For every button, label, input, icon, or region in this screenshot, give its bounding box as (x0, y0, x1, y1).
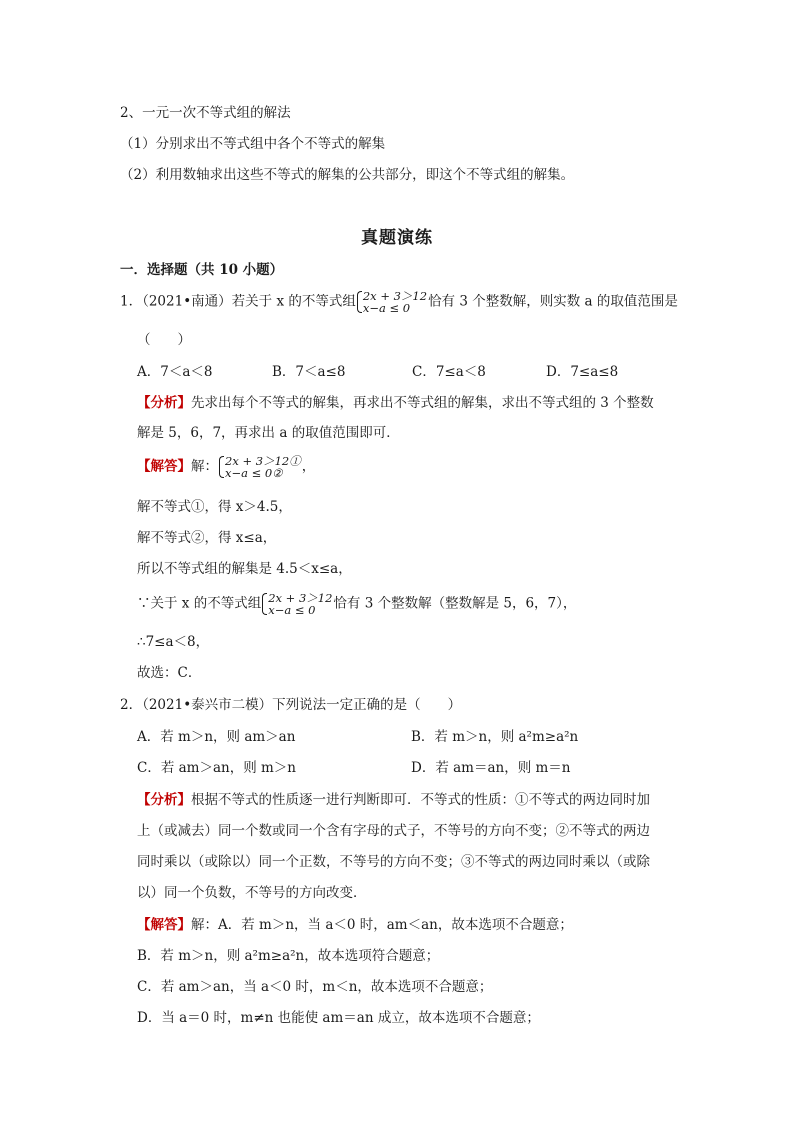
q2-solution-2: B．若 m＞n，则 a²m≥a²n，故本选项符合题意； (137, 948, 440, 964)
q1-solution-4 (137, 592, 576, 616)
q2-solution-4: D．当 a＝0 时，m≠n 也能使 am＝an 成立，故本选项不合题意； (137, 1010, 540, 1026)
q1-ans-sys-line-1: 2x + 3＞12① (225, 454, 301, 468)
q1-solution-6: 故选：C． (137, 665, 202, 681)
method-step-2: （2）利用数轴求出这些不等式的解集的公共部分，即这个不等式组的解集。 (120, 167, 575, 183)
q2-option-c: C．若 am＞an，则 m＞n (137, 760, 297, 776)
q1-sol-sys-line-1: 2x + 3＞12 (268, 591, 333, 605)
q1-analysis-text-1: 先求出每个不等式的解集，再求出不等式组的解集，求出不等式组的 3 个整数 (191, 395, 654, 411)
q1-solution-system (262, 592, 332, 616)
q1-ans-sys-line-2: x−a ≤ 0② (225, 466, 283, 480)
q1-option-a: A．7＜a＜8 (137, 364, 213, 380)
q1-answer-prefix: 解： (191, 458, 218, 475)
q1-option-b: B．7＜a≤8 (272, 364, 346, 380)
q2-option-d: D．若 am＝an，则 m＝n (411, 760, 571, 776)
q1-stem-suffix: 恰有 3 个整数解，则实数 a 的取值范围是 (428, 293, 678, 310)
q1-solution-1: 解不等式①，得 x＞4.5， (137, 499, 292, 515)
q2-solution-3: C．若 am＞an，当 a＜0 时，m＜n，故本选项不合题意； (137, 979, 493, 995)
q1-sys-line-2: x−a ≤ 0 (362, 301, 411, 315)
q2-option-a: A．若 m＞n，则 am＞an (137, 729, 296, 745)
q1-option-d: D．7≤a≤8 (546, 364, 619, 380)
q1-answer-line (137, 455, 315, 479)
section-title: 真题演练 (361, 228, 433, 248)
q2-analysis-text-1: 根据不等式的性质逐一进行判断即可．不等式的性质：①不等式的两边同时加 (191, 792, 650, 808)
q2-analysis-line-4: 以）同一个负数，不等号的方向改变． (137, 885, 367, 901)
q2-solution-1: 解：A．若 m＞n，当 a＜0 时，am＜an，故本选项不合题意； (191, 917, 573, 933)
q1-solution-5: ∴7≤a＜8， (137, 634, 210, 650)
q2-analysis-line-2: 上（或减去）同一个数或同一个含有字母的式子，不等号的方向不变；②不等式的两边 (137, 823, 650, 839)
q1-solution-4-suffix: 恰有 3 个整数解（整数解是 5，6，7）， (333, 595, 577, 612)
q2-stem: 2．（2021•泰兴市二模）下列说法一定正确的是（ ） (120, 697, 462, 713)
q2-answer-tag: 【解答】 (137, 917, 191, 933)
q1-answer-tag: 【解答】 (137, 458, 191, 475)
q1-analysis-tag: 【分析】 (137, 395, 191, 411)
method-step-1: （1）分别求出不等式组中各个不等式的解集 (120, 136, 386, 152)
q1-answer-system (219, 455, 301, 479)
q1-answer-comma: ， (301, 458, 316, 475)
method-heading: 2、一元一次不等式组的解法 (120, 105, 291, 121)
q1-solution-2: 解不等式②，得 x≤a， (137, 530, 277, 546)
q1-stem-prefix: 1．（2021•南通）若关于 x 的不等式组 (120, 293, 356, 310)
q1-solution-3: 所以不等式组的解集是 4.5＜x≤a， (137, 561, 352, 577)
part-title: 一．选择题（共 10 小题） (120, 262, 284, 278)
q2-analysis-line-1 (137, 790, 650, 810)
q1-sol-sys-line-2: x−a ≤ 0 (268, 603, 316, 617)
q2-analysis-line-3: 同时乘以（或除以）同一个正数，不等号的方向不变；③不等式的两边同时乘以（或除 (137, 854, 650, 870)
q1-sys-line-1: 2x + 3＞12 (362, 289, 428, 303)
q2-analysis-tag: 【分析】 (137, 792, 191, 808)
q1-option-c: C．7≤a＜8 (412, 364, 486, 380)
q1-solution-4-prefix: ∵关于 x 的不等式组 (137, 595, 262, 612)
q1-inequality-system (357, 290, 427, 314)
q1-stem (120, 290, 678, 314)
q1-blank: （ ） (137, 332, 191, 348)
q1-analysis-line-1 (137, 393, 654, 413)
q1-analysis-line-2: 解是 5，6，7，再求出 a 的取值范围即可． (137, 425, 400, 441)
q2-option-b: B．若 m＞n，则 a²m≥a²n (411, 729, 579, 745)
q2-answer-line-1 (137, 915, 573, 935)
